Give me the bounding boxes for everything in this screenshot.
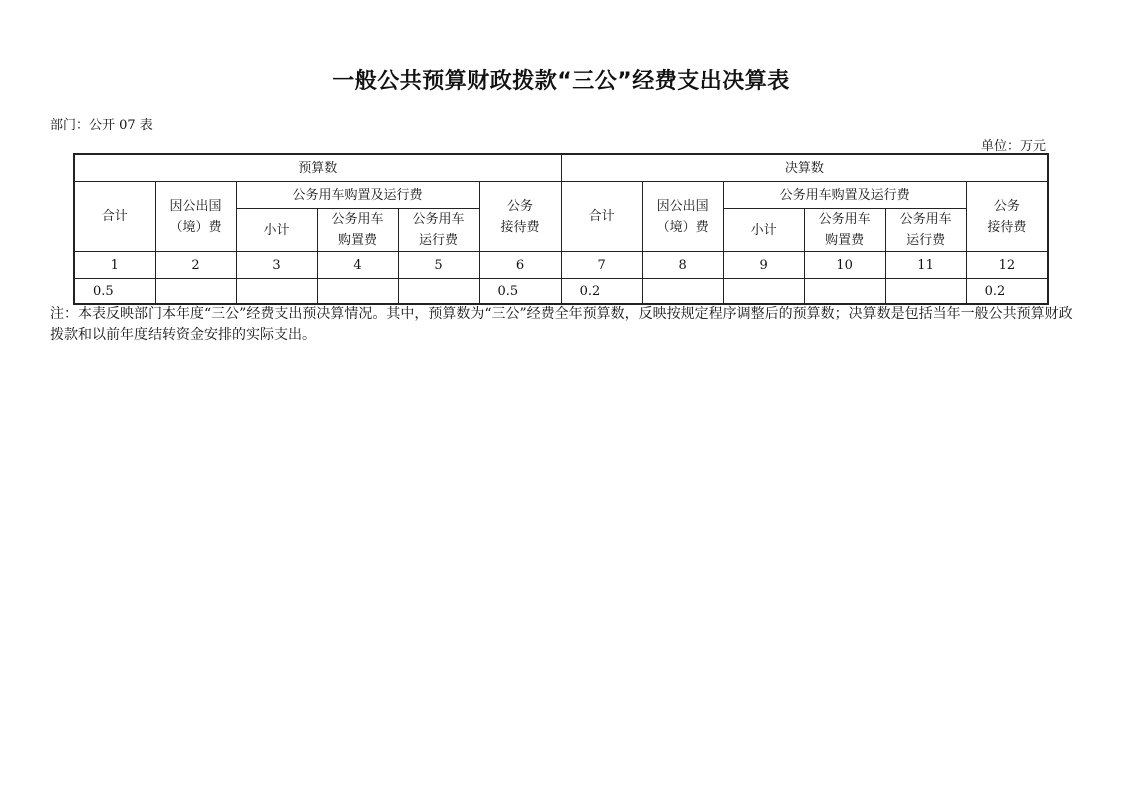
final-subtotal-header: 小计 bbox=[723, 209, 804, 252]
final-total-header: 合计 bbox=[561, 182, 642, 252]
page-title: 一般公共预算财政拨款“三公”经费支出决算表 bbox=[332, 69, 790, 94]
budget-reception-header bbox=[479, 182, 561, 252]
index-cell: 6 bbox=[479, 252, 561, 279]
department-label: 部门：公开 07 表 bbox=[50, 118, 153, 133]
reception-header-line2: 接待费 bbox=[987, 219, 1027, 235]
operation-header-line1: 公务用车 bbox=[412, 212, 465, 227]
value-cell bbox=[317, 279, 398, 305]
purchase-header-line2: 购置费 bbox=[337, 233, 377, 248]
value-cell bbox=[155, 279, 236, 305]
final-purchase-header bbox=[804, 209, 885, 252]
purchase-header-line1: 公务用车 bbox=[331, 212, 384, 227]
value-cell bbox=[398, 279, 479, 305]
index-cell: 4 bbox=[317, 252, 398, 279]
abroad-header-line2: （境）费 bbox=[169, 219, 222, 235]
budget-operation-header bbox=[398, 209, 479, 252]
final-operation-header bbox=[885, 209, 966, 252]
abroad-header-line1: 因公出国 bbox=[656, 198, 709, 214]
value-cell bbox=[723, 279, 804, 305]
value-row bbox=[74, 279, 1048, 305]
three-public-expenses-table bbox=[73, 153, 1049, 305]
final-abroad-header bbox=[642, 182, 723, 252]
abroad-header-line1: 因公出国 bbox=[169, 198, 222, 214]
index-cell: 1 bbox=[74, 252, 155, 279]
header-row-groups bbox=[74, 154, 1048, 182]
index-cell: 7 bbox=[561, 252, 642, 279]
value-cell: 0.2 bbox=[966, 279, 1048, 305]
value-cell bbox=[642, 279, 723, 305]
group-header-budget: 预算数 bbox=[74, 154, 561, 182]
index-cell: 11 bbox=[885, 252, 966, 279]
abroad-header-line2: （境）费 bbox=[656, 219, 709, 235]
value-cell bbox=[236, 279, 317, 305]
reception-header-line1: 公务 bbox=[993, 198, 1020, 214]
value-cell: 0.2 bbox=[561, 279, 642, 305]
index-cell: 10 bbox=[804, 252, 885, 279]
index-row bbox=[74, 252, 1048, 279]
operation-header-line2: 运行费 bbox=[906, 233, 946, 248]
purchase-header-line1: 公务用车 bbox=[818, 212, 871, 227]
purchase-header-line2: 购置费 bbox=[825, 233, 865, 248]
operation-header-line2: 运行费 bbox=[418, 233, 458, 248]
reception-header-line2: 接待费 bbox=[500, 219, 540, 235]
group-header-final: 决算数 bbox=[561, 154, 1048, 182]
operation-header-line1: 公务用车 bbox=[899, 212, 952, 227]
value-cell: 0.5 bbox=[479, 279, 561, 305]
index-cell: 3 bbox=[236, 252, 317, 279]
budget-purchase-header bbox=[317, 209, 398, 252]
budget-abroad-header bbox=[155, 182, 236, 252]
index-cell: 12 bbox=[966, 252, 1048, 279]
footnote: 注：本表反映部门本年度“三公”经费支出预决算情况。其中，预算数为“三公”经费全年预算数，反映按规定程序调整后的预算数；决算数是包括当年一般公共预算财政拨款和以前年度结转资金安排的实际支出。 bbox=[50, 306, 1073, 343]
final-vehicle-header: 公务用车购置及运行费 bbox=[723, 182, 966, 209]
unit-label: 单位：万元 bbox=[980, 139, 1046, 154]
index-cell: 8 bbox=[642, 252, 723, 279]
index-cell: 5 bbox=[398, 252, 479, 279]
budget-vehicle-header: 公务用车购置及运行费 bbox=[236, 182, 479, 209]
value-cell bbox=[804, 279, 885, 305]
budget-total-header: 合计 bbox=[74, 182, 155, 252]
value-cell: 0.5 bbox=[74, 279, 155, 305]
reception-header-line1: 公务 bbox=[507, 198, 534, 214]
index-cell: 9 bbox=[723, 252, 804, 279]
final-reception-header bbox=[966, 182, 1048, 252]
budget-subtotal-header: 小计 bbox=[236, 209, 317, 252]
index-cell: 2 bbox=[155, 252, 236, 279]
header-row-columns bbox=[74, 182, 1048, 209]
value-cell bbox=[885, 279, 966, 305]
